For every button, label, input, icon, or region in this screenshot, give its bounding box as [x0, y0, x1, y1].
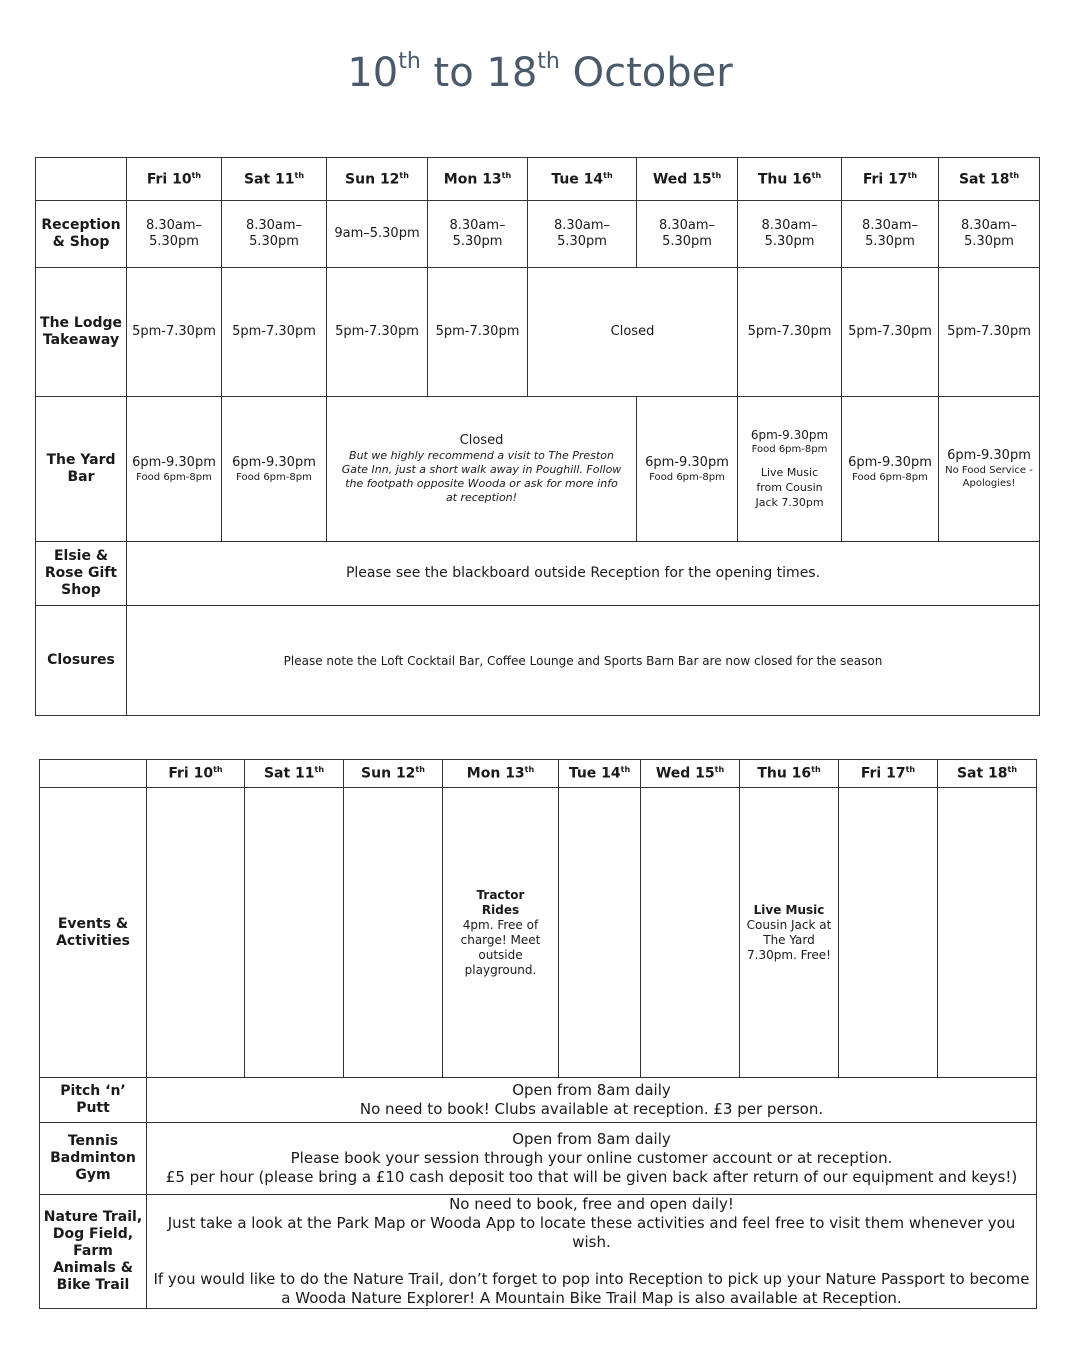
time-cell — [127, 397, 222, 542]
time-cell: 5pm-7.30pm — [327, 268, 428, 397]
event-cell — [559, 788, 641, 1078]
time-cell: 5pm-7.30pm — [428, 268, 528, 397]
event-cell — [443, 788, 559, 1078]
closures-row — [36, 606, 1040, 716]
day-header: Sat 11th — [222, 158, 327, 201]
row-label: Reception & Shop — [36, 201, 127, 268]
time-cell: 9am–5.30pm — [327, 201, 428, 268]
event-cell — [641, 788, 740, 1078]
food-time: Food 6pm-8pm — [649, 471, 725, 483]
closed-cell: Closed — [528, 268, 738, 397]
header-row — [40, 760, 1037, 788]
time-cell — [222, 397, 327, 542]
event-title: Tractor Rides — [476, 887, 525, 917]
row-label: Nature Trail, Dog Field, Farm Animals & Bike Trail — [40, 1195, 147, 1309]
time-cell: 5pm-7.30pm — [222, 268, 327, 397]
day-header: Fri 17th — [839, 760, 938, 788]
day-header: Thu 16th — [740, 760, 839, 788]
time-cell: 8.30am–5.30pm — [127, 201, 222, 268]
day-header: Mon 13th — [443, 760, 559, 788]
yard-row — [36, 397, 1040, 542]
event-cell — [245, 788, 344, 1078]
row-label: Elsie & Rose Gift Shop — [36, 542, 127, 606]
time-cell: 5pm-7.30pm — [738, 268, 842, 397]
time-cell — [939, 397, 1040, 542]
tennis-row — [40, 1123, 1037, 1195]
closed-title: Closed — [459, 433, 504, 448]
reception-row — [36, 201, 1040, 268]
day-header: Sat 18th — [938, 760, 1037, 788]
bar-time: 6pm-9.30pm — [645, 454, 729, 470]
day-header: Fri 10th — [127, 158, 222, 201]
tennis-info: Open from 8am daily Please book your session through your online customer account or at reception. £5 per hour (please bring a £10 cash deposit too that will be given back after return of our equipment and keys!) — [147, 1123, 1037, 1195]
event-body: 4pm. Free of charge! Meet outside playground. — [460, 917, 541, 977]
gift-shop-note: Please see the blackboard outside Reception for the opening times. — [127, 542, 1040, 606]
food-time: Food 6pm-8pm — [236, 471, 312, 483]
nature-info: No need to book, free and open daily! Just take a look at the Park Map or Wooda App to locate these activities and feel free to visit them whenever you wish. If you would like to do the Nature Trail, don’t forget to pop into Reception to pick up your Nature Passport to become a Wooda Nature Explorer! A Mountain Bike Trail Map is also available at Reception. — [147, 1195, 1037, 1309]
opening-times-table — [35, 157, 1040, 716]
bar-time: 6pm-9.30pm — [947, 448, 1031, 463]
day-header: Mon 13th — [428, 158, 528, 201]
gift-row — [36, 542, 1040, 606]
time-cell: 8.30am–5.30pm — [222, 201, 327, 268]
corner-cell — [36, 158, 127, 201]
day-header: Wed 15th — [641, 760, 740, 788]
time-cell: 8.30am–5.30pm — [637, 201, 738, 268]
event-title: Live Music — [753, 902, 825, 917]
day-header: Wed 15th — [637, 158, 738, 201]
closures-note: Please note the Loft Cocktail Bar, Coffee Lounge and Sports Barn Bar are now closed for the season — [127, 606, 1040, 716]
row-label: Pitch ‘n’ Putt — [40, 1078, 147, 1123]
events-row — [40, 788, 1037, 1078]
closed-note: But we highly recommend a visit to The Preston Gate Inn, just a short walk away in Poughill. Follow the footpath opposite Wooda or ask for more info at reception! — [341, 449, 622, 504]
page-title: 10th to 18th October — [347, 49, 733, 96]
corner-cell — [40, 760, 147, 788]
day-header: Sat 11th — [245, 760, 344, 788]
lodge-row — [36, 268, 1040, 397]
time-cell — [738, 397, 842, 542]
food-time: Food 6pm-8pm — [852, 471, 928, 483]
time-cell: 8.30am–5.30pm — [528, 201, 637, 268]
day-header: Thu 16th — [738, 158, 842, 201]
food-note: No Food Service - Apologies! — [945, 465, 1033, 489]
event-body: Cousin Jack at The Yard 7.30pm. Free! — [746, 917, 832, 962]
row-label: The Lodge Takeaway — [36, 268, 127, 397]
day-header: Sun 12th — [327, 158, 428, 201]
bar-time: 6pm-9.30pm — [848, 454, 932, 470]
event-cell — [740, 788, 839, 1078]
event-cell — [147, 788, 245, 1078]
row-label: Events & Activities — [40, 788, 147, 1078]
bar-time: 6pm-9.30pm — [232, 454, 316, 470]
bar-time: 6pm-9.30pm — [132, 454, 216, 470]
time-cell: 8.30am–5.30pm — [428, 201, 528, 268]
event-cell — [938, 788, 1037, 1078]
music-note: Live Music from Cousin Jack 7.30pm — [755, 466, 824, 509]
day-header: Tue 14th — [528, 158, 637, 201]
time-cell: 8.30am–5.30pm — [738, 201, 842, 268]
row-label: The Yard Bar — [36, 397, 127, 542]
time-cell: 5pm-7.30pm — [127, 268, 222, 397]
time-cell: 5pm-7.30pm — [939, 268, 1040, 397]
time-cell — [842, 397, 939, 542]
time-cell — [637, 397, 738, 542]
bar-time: 6pm-9.30pm — [750, 428, 829, 442]
day-header: Fri 10th — [147, 760, 245, 788]
pitch-info: Open from 8am daily No need to book! Clubs available at reception. £3 per person. — [147, 1078, 1037, 1123]
event-cell — [839, 788, 938, 1078]
nature-row — [40, 1195, 1037, 1309]
food-time: Food 6pm-8pm — [136, 471, 212, 483]
day-header: Sun 12th — [344, 760, 443, 788]
time-cell: 5pm-7.30pm — [842, 268, 939, 397]
time-cell: 8.30am–5.30pm — [842, 201, 939, 268]
header-row — [36, 158, 1040, 201]
event-cell — [344, 788, 443, 1078]
day-header: Fri 17th — [842, 158, 939, 201]
activities-table — [39, 759, 1037, 1309]
row-label: Tennis Badminton Gym — [40, 1123, 147, 1195]
pitch-row — [40, 1078, 1037, 1123]
day-header: Sat 18th — [939, 158, 1040, 201]
time-cell: 8.30am–5.30pm — [939, 201, 1040, 268]
closed-cell — [327, 397, 637, 542]
day-header: Tue 14th — [559, 760, 641, 788]
row-label: Closures — [36, 606, 127, 716]
food-time: Food 6pm-8pm — [751, 444, 828, 455]
